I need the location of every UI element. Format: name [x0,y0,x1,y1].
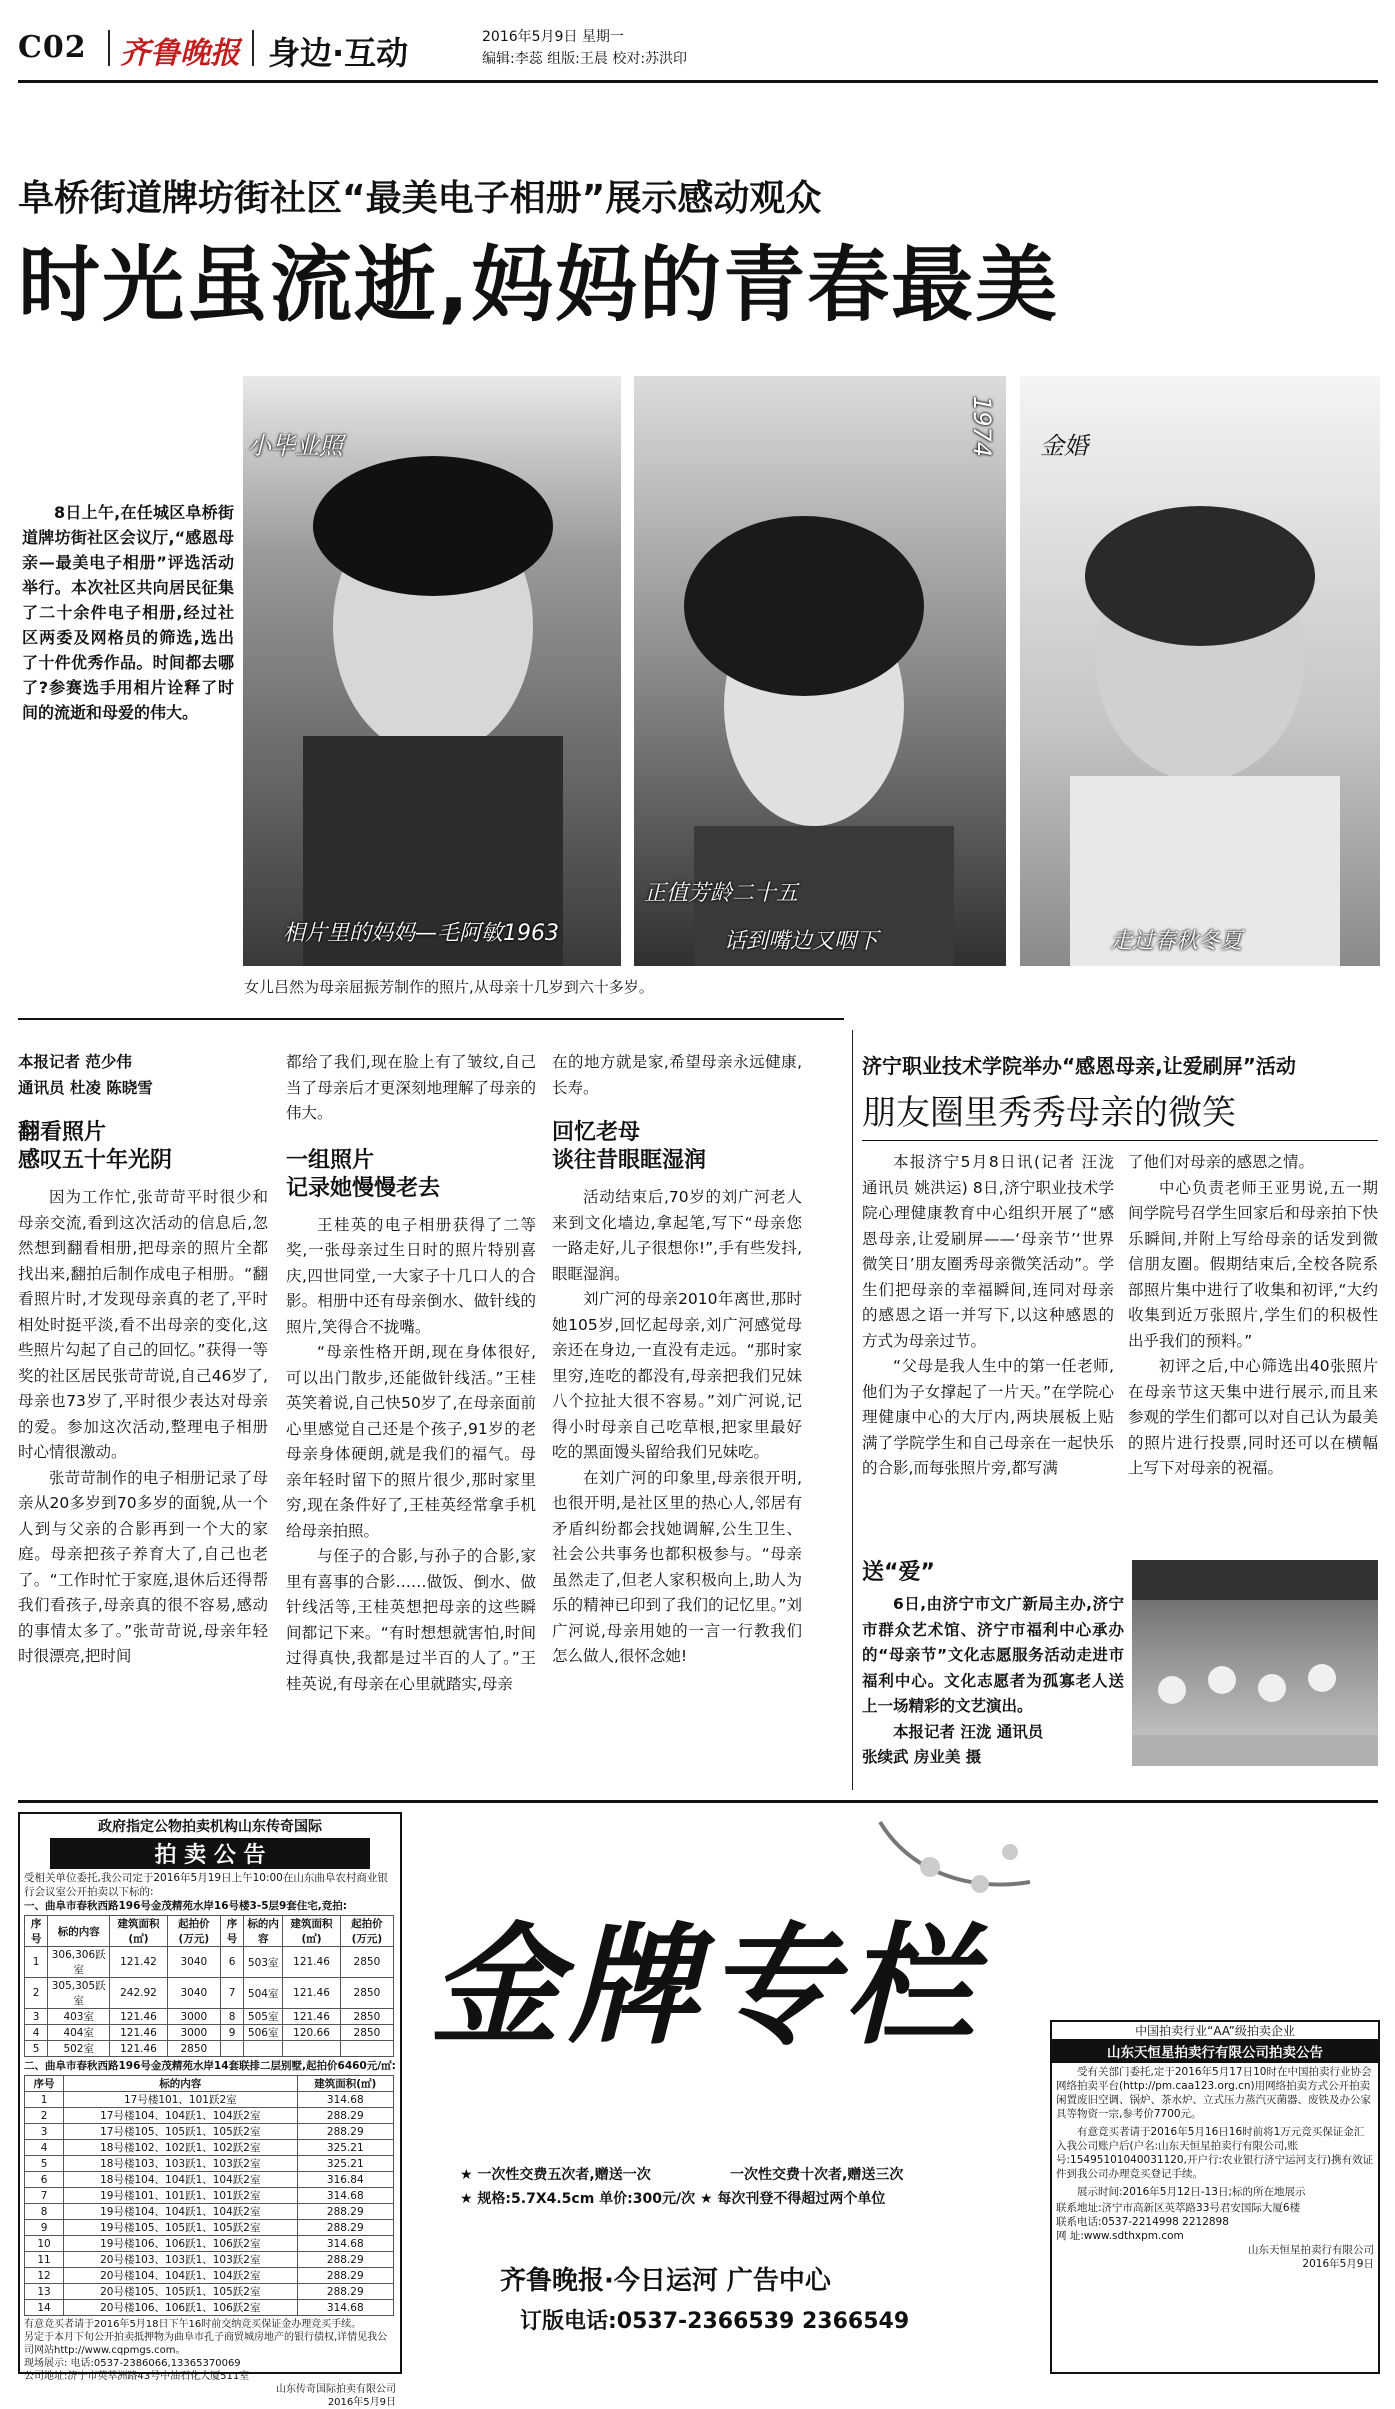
table-cell: 121.46 [110,2041,168,2057]
table-cell: 10 [25,2236,64,2252]
photo-performance [1132,1560,1378,1766]
column-divider [852,1030,853,1790]
table-row [25,2025,394,2041]
table-cell: 503室 [244,1947,283,1978]
table-cell: 4 [25,2140,64,2156]
paragraph: 在刘广河的印象里,母亲很开明,也很开明,是社区里的热心人,邻居有矛盾纠纷都会找她调解,公生卫生、社会公共事务也都积极参与。“母亲虽然走了,但老人家积极向上,助人为乐的精神已印到了我们的记忆里。”刘广河说,母亲用她的一言一行教我们怎么做人,很怀念她! [552,1468,802,1665]
photo-caption: 相片里的妈妈—毛阿敏1963 [283,921,559,946]
story2-headline: 朋友圈里秀秀母亲的微笑 [862,1093,1236,1133]
header-divider [108,30,110,66]
table-cell: 3040 [167,1978,220,2009]
table-row [25,2009,394,2025]
table-cell: 314.68 [297,2300,393,2316]
lead-col-2 [286,1050,536,1697]
table-cell: 14 [25,2300,64,2316]
section-heading: 记录她慢慢老去 [286,1175,441,1201]
table-cell: 404室 [48,2025,110,2041]
paper-logo: 齐鲁晚报 [120,36,240,71]
table-cell: 288.29 [297,2252,393,2268]
paragraph: 与侄子的合影,与孙子的合影,家里有喜事的合影……做饭、倒水、做针线活等,王桂英想把母亲的这些瞬间都记下来。“有时想想就害怕,时间过得真快,我都是过半百的人了。”王桂英说,有母亲在心里就踏实,母亲 [286,1547,536,1693]
table-cell: 121.46 [110,2025,168,2041]
table-cell: 504室 [244,1978,283,2009]
table-cell: 502室 [48,2041,110,2057]
calligraphy-title: 金牌专栏 [430,1909,983,2062]
table-cell: 7 [220,1978,243,2009]
header-rule [18,80,1378,83]
table-cell: 121.42 [110,1947,168,1978]
section-heading: 感叹五十年光阴 [18,1148,173,1173]
stage-illustration [1132,1560,1378,1766]
ad-offer: ★ 一次性交费五次者,赠送一次 [460,2167,651,2183]
table-cell: 1 [25,1947,48,1978]
table-row [25,2300,394,2316]
ad-note: 另定于本月下旬公开拍卖抵押物为曲阜市孔子商贸城房地产的银行债权,详情见我公司网站http://www.cqpmgs.com。 [24,2332,388,2356]
ad-body: 有意竞买者请于2016年5月16日16时前将1万元竞买保证金汇入我公司账户后(户名:山东天恒星拍卖行有限公司,账号:15495101040031120,开户行:农业银行济宁运河支行)携有效证件到我公司办理竞买登记手续。 [1056,2126,1374,2180]
table-header-cell: 起拍价(万元) [167,1916,220,1947]
table-cell: 121.46 [283,1947,341,1978]
table-header-cell: 序号 [25,1916,48,1947]
table-row [25,2172,394,2188]
table-cell [244,2041,283,2057]
ad-signer: 山东天恒星拍卖行有限公司 [1248,2244,1374,2256]
table-cell: 19号楼106、106跃1、106跃2室 [64,2236,298,2252]
auction-ad-right [1050,2020,1380,2374]
table-cell: 2850 [340,2025,393,2041]
table-cell: 288.29 [297,2204,393,2220]
table-cell: 120.66 [283,2025,341,2041]
ad-contact: 现场展示: 电话:0537-2386066,13365370069 [24,2358,241,2369]
ad-intro: 受相关单位委托,我公司定于2016年5月19日上午10:00在山东曲阜农村商业银行会议室公开拍卖以下标的: [24,1872,388,1898]
table-cell: 505室 [244,2009,283,2025]
table-cell: 5 [25,2041,48,2057]
table-header-cell: 序号 [25,2076,64,2092]
table-cell: 12 [25,2268,64,2284]
byline-correspondents: 通讯员 杜凌 陈晓雪 [18,1078,153,1097]
table-cell: 1 [25,2092,64,2108]
section-heading: 回忆老母 [552,1120,641,1145]
table-cell [220,2041,243,2057]
paragraph: 王桂英的电子相册获得了二等奖,一张母亲过生日时的照片特别喜庆,四世同堂,一大家子十几口人的合影。相册中还有母亲倒水、做针线的照片,笑得合不拢嘴。 [286,1215,536,1336]
ad-phone: 联系电话:0537-2214998 2212898 [1056,2216,1229,2228]
ad-item: 一、曲阜市春秋西路196号金茂精苑水岸16号楼3-5层9套住宅,竞拍: [24,1900,347,1912]
table-cell: 9 [25,2220,64,2236]
table-row [25,1947,394,1978]
table-cell: 288.29 [297,2220,393,2236]
table-cell: 20号楼103、103跃1、103跃2室 [64,2252,298,2268]
table-cell: 18号楼104、104跃1、104跃2室 [64,2172,298,2188]
table-cell: 3 [25,2009,48,2025]
table-cell: 4 [25,2025,48,2041]
byline-reporter: 本报记者 范少伟 [18,1053,132,1071]
gold-column-ad [410,1812,1040,2372]
ad-date: 2016年5月9日 [1302,2258,1374,2270]
table-row [25,1978,394,2009]
table-row [25,2108,394,2124]
table-cell: 305,305跃室 [48,1978,110,2009]
table-header-cell: 建筑面积(㎡) [297,2076,393,2092]
paragraph: 因为工作忙,张苛苛平时很少和母亲交流,看到这次活动的信息后,忽然想到翻看相册,把母亲的照片全都找出来,翻拍后制作成电子相册。“翻看照片时,才发现母亲真的老了,平时相处时挺平淡,看不出母亲的变化,这些照片勾起了自己的回忆。”获得一等奖的社区居民张苛苛说,自己46岁了,母亲也73岁了,平时很少表达对母亲的爱。参加这次活动,整理电子相册时心情很激动。 [18,1188,268,1461]
editors-line: 编辑:李蕊 组版:王晨 校对:苏洪印 [482,51,688,67]
table-cell: 242.92 [110,1978,168,2009]
table-cell: 288.29 [297,2268,393,2284]
table-cell: 6 [25,2172,64,2188]
portrait-silhouette [243,376,621,966]
photo-young-mother [243,376,621,966]
photo-caption-line: 女儿吕然为母亲屈振芳制作的照片,从母亲十几岁到六十多岁。 [244,978,654,996]
table-row [25,2204,394,2220]
ad-rule [18,1800,1378,1803]
ad-offer: 一次性交费十次者,赠送三次 [730,2167,904,2183]
table-cell: 20号楼105、105跃1、105跃2室 [64,2284,298,2300]
lead-intro: 8日上午,在任城区阜桥街道牌坊街社区会议厅,“感恩母亲—最美电子相册”评选活动举行。本次社区共向居民征集了二十余件电子相册,经过社区两委及网格员的筛选,选出了十件优秀作品。时间都去哪了?参赛选手用相片诠释了时间的流逝和母爱的伟大。 [22,503,234,722]
ad-address: 公司地址:济宁市英萃洲路43号中油石化大厦511室 [24,2371,250,2382]
photo-caption: 话到嘴边又咽下 [724,929,879,954]
ad-body: 受有关部门委托,定于2016年5月17日10时在中国拍卖行业协会网络拍卖平台(http://pm.caa123.org.cn)用网络拍卖方式公开拍卖闲置废旧空调、锅炉、茶水炉、立式压力蒸汽灭菌器、废铁及办公家具等物资一宗,参考价7700元。 [1056,2066,1372,2120]
table-cell: 19号楼105、105跃1、105跃2室 [64,2220,298,2236]
table-cell: 121.46 [110,2009,168,2025]
table-cell: 314.68 [297,2092,393,2108]
paragraph: 都给了我们,现在脸上有了皱纹,自己当了母亲后才更深刻地理解了母亲的伟大。 [286,1053,536,1122]
table-cell: 3000 [167,2009,220,2025]
table-cell [340,2041,393,2057]
table-cell: 3 [25,2124,64,2140]
date-line: 2016年5月9日 星期一 [482,29,624,45]
auction-ad-left [18,1812,402,2408]
paragraph: 活动结束后,70岁的刘广河老人来到文化墙边,拿起笔,写下“母亲您一路走好,儿子很想你!”,手有些发抖,眼眶湿润。 [552,1188,802,1283]
story2-rule [862,1140,1378,1141]
ad-note: 有意竞买者请于2016年5月18日下午16时前交纳竞买保证金办理竞买手续。 [24,2319,362,2330]
ad-center-org: 齐鲁晚报·今日运河 广告中心 [500,2266,831,2296]
paragraph: 刘广河的母亲2010年离世,那时她105岁,回忆起母亲,刘广河感觉母亲还在身边,一直没有走远。“那时家里穷,连吃的都没有,母亲把我们兄妹八个拉扯大很不容易。”刘广河说,记得小时母亲自己吃草根,把家里最好吃的黑面馒头留给我们兄妹吃。 [552,1290,802,1461]
table-header-cell: 建筑面积(㎡) [110,1916,168,1947]
story3-body: 6日,由济宁市文广新局主办,济宁市群众艺术馆、济宁市福利中心承办的“母亲节”文化志愿服务活动走进市福利中心。文化志愿者为孤寡老人送上一场精彩的文艺演出。 本报记者 汪泷 通讯员 张续武 房业美 摄 [862,1592,1124,1771]
table-cell: 7 [25,2188,64,2204]
story2-col-2 [1128,1150,1378,1482]
table-cell: 6 [220,1947,243,1978]
section-heading: 一组照片 [286,1147,375,1173]
lead-col-3 [552,1050,802,1670]
table-cell: 18号楼103、103跃1、103跃2室 [64,2156,298,2172]
table-header-cell: 起拍价(万元) [340,1916,393,1947]
section-heading: 翻看照片 [18,1120,107,1145]
paragraph: 本报济宁5月8日讯(记者 汪泷 通讯员 姚洪运) 8日,济宁职业技术学院心理健康教育中心组织开展了“感恩母亲,让爱刷屏——‘母亲节’‘世界微笑日’朋友圈秀母亲微笑活动”。学生们把母亲的幸福瞬间,连同对母亲的感恩之语一并写下,以这种感恩的方式为母亲过节。 [862,1153,1114,1350]
table-row [25,2092,394,2108]
table-cell: 19号楼104、104跃1、104跃2室 [64,2204,298,2220]
table-cell: 2850 [340,2009,393,2025]
ad-signer: 山东传奇国际拍卖有限公司 [276,2384,396,2395]
ad-title: 拍 卖 公 告 [50,1838,370,1869]
ad-title: 山东天恒星拍卖行有限公司拍卖公告 [1052,2039,1378,2063]
ad-center-phone: 订版电话:0537-2366539 2366549 [520,2309,910,2334]
page-number: C02 [18,30,87,65]
table-cell: 8 [25,2204,64,2220]
photo-year: 1974 [968,396,996,458]
table-cell: 19号楼101、101跃1、101跃2室 [64,2188,298,2204]
story2-kicker: 济宁职业技术学院举办“感恩母亲,让爱刷屏”活动 [862,1054,1296,1078]
table-cell: 314.68 [297,2188,393,2204]
table-cell: 288.29 [297,2108,393,2124]
table-cell: 314.68 [297,2236,393,2252]
ad-date: 2016年5月9日 [327,2397,396,2408]
story-rule [18,1018,844,1020]
ad-address: 联系地址:济宁市高新区英萃路33号君安国际大厦6楼 [1056,2202,1301,2214]
byline-photographers: 张续武 房业美 摄 [862,1748,982,1766]
table-cell: 121.46 [283,2009,341,2025]
table-row [25,2188,394,2204]
table-cell: 17号楼104、104跃1、104跃2室 [64,2108,298,2124]
table-row [25,2220,394,2236]
table-cell: 9 [220,2025,243,2041]
table-cell: 2850 [340,1978,393,2009]
auction-table-1 [24,1915,394,2057]
table-cell: 2850 [340,1947,393,1978]
table-cell: 121.46 [283,1978,341,2009]
auction-table-2 [24,2075,394,2316]
ad-website: 网 址:www.sdthxpm.com [1056,2230,1184,2242]
table-cell: 18号楼102、102跃1、102跃2室 [64,2140,298,2156]
story3-headline: 送“爱” [862,1560,935,1585]
ad-tag: 中国拍卖行业“AA”级拍卖企业 [1135,2024,1295,2038]
table-cell: 13 [25,2284,64,2300]
table-cell: 17号楼101、101跃2室 [64,2092,298,2108]
table-row [25,2041,394,2057]
table-cell: 325.21 [297,2156,393,2172]
table-row [25,2268,394,2284]
paragraph: 了他们对母亲的感恩之情。 [1128,1153,1315,1171]
table-cell: 5 [25,2156,64,2172]
table-header [25,2076,394,2092]
section-title: 身边·互动 [268,34,409,72]
table-row [25,2124,394,2140]
paragraph: 张苛苛制作的电子相册记录了母亲从20多岁到70多岁的面貌,从一个人到与父亲的合影再到一个大的家庭。母亲把孩子养育大了,自己也老了。“工作时忙于家庭,退休后还得帮我们看孩子,母亲真的很不容易,感动的事情太多了。”张苛苛说,母亲年轻时很漂亮,把时间 [18,1468,268,1665]
table-cell: 2850 [167,2041,220,2057]
table-cell: 17号楼105、105跃1、105跃2室 [64,2124,298,2140]
table-cell: 306,306跃室 [48,1947,110,1978]
table-header-cell: 建筑面积(㎡) [283,1916,341,1947]
photo-mother-25 [634,376,1006,966]
byline-reporter: 本报记者 汪泷 通讯员 [893,1722,1044,1741]
portrait-silhouette [1020,376,1380,966]
photo-title: 小毕业照 [247,432,343,460]
ad-body: 展示时间:2016年5月12日-13日;标的所在地展示 [1077,2186,1306,2198]
table-cell: 325.21 [297,2140,393,2156]
table-header-cell: 标的内容 [244,1916,283,1947]
table-cell [283,2041,341,2057]
table-cell: 316.84 [297,2172,393,2188]
ad-item: 二、曲阜市春秋西路196号金茂精苑水岸14套联排二层别墅,起拍价6460元/㎡: [24,2060,396,2072]
story2-col-1 [862,1150,1114,1482]
header-divider [252,30,254,66]
lead-headline: 时光虽流逝,妈妈的青春最美 [18,238,1060,333]
table-header-cell: 标的内容 [48,1916,110,1947]
table-cell: 20号楼104、104跃1、104跃2室 [64,2268,298,2284]
lead-subhead: 阜桥街道牌坊街社区“最美电子相册”展示感动观众 [18,178,822,219]
table-cell: 288.29 [297,2284,393,2300]
table-row [25,2156,394,2172]
photo-top-text: 正值芳龄二十五 [644,881,799,906]
table-cell: 3000 [167,2025,220,2041]
section-heading: 谈往昔眼眶湿润 [552,1148,707,1173]
table-cell: 506室 [244,2025,283,2041]
table-cell: 8 [220,2009,243,2025]
table-row [25,2140,394,2156]
table-cell: 3040 [167,1947,220,1978]
table-row [25,2236,394,2252]
table-row [25,2252,394,2268]
table-cell: 2 [25,1978,48,2009]
paragraph: 中心负责老师王亚男说,五一期间学院号召学生回家后和母亲拍下快乐瞬间,并附上写给母亲的话发到微信朋友圈。假期结束后,全校各院系部照片集中进行了收集和初评,“大约收集到近万张照片,学生们的积极性出乎我们的预料。” [1128,1178,1378,1350]
table-row [25,2284,394,2300]
lead-col-1 [18,1050,268,1670]
ad-org: 政府指定公物拍卖机构山东传奇国际 [98,1819,322,1835]
paragraph: 初评之后,中心筛选出40张照片在母亲节这天集中进行展示,而且来参观的学生们都可以对自己认为最美的照片进行投票,同时还可以在横幅上写下对母亲的祝福。 [1128,1357,1378,1477]
table-cell: 2 [25,2108,64,2124]
photo-caption: 走过春秋冬夏 [1110,929,1243,954]
table-cell: 20号楼106、106跃1、106跃2室 [64,2300,298,2316]
photo-title: 金婚 [1040,432,1088,460]
paragraph: “母亲性格开朗,现在身体很好,可以出门散步,还能做针线活。”王桂英笑着说,自己快50岁了,在母亲面前心里感觉自己还是个孩子,91岁的老母亲身体硬朗,就是我们的福气。母亲年轻时留下的照片很少,那时家里穷,现在条件好了,王桂英经常拿手机给母亲拍照。 [286,1343,536,1540]
table-header [25,1916,394,1947]
photo-mother-elderly [1020,376,1380,966]
ad-spec: ★ 规格:5.7X4.5cm 单价:300元/次 ★ 每次刊登不得超过两个单位 [460,2191,886,2207]
table-cell: 403室 [48,2009,110,2025]
table-cell: 288.29 [297,2124,393,2140]
paragraph: 在的地方就是家,希望母亲永远健康,长寿。 [552,1053,802,1097]
table-header-cell: 标的内容 [64,2076,298,2092]
table-cell: 11 [25,2252,64,2268]
table-header-cell: 序号 [220,1916,243,1947]
paragraph: “父母是我人生中的第一任老师,他们为子女撑起了一片天。”在学院心理健康中心的大厅内,两块展板上贴满了学院学生和自己母亲在一起快乐的合影,而每张照片旁,都写满 [862,1357,1114,1477]
